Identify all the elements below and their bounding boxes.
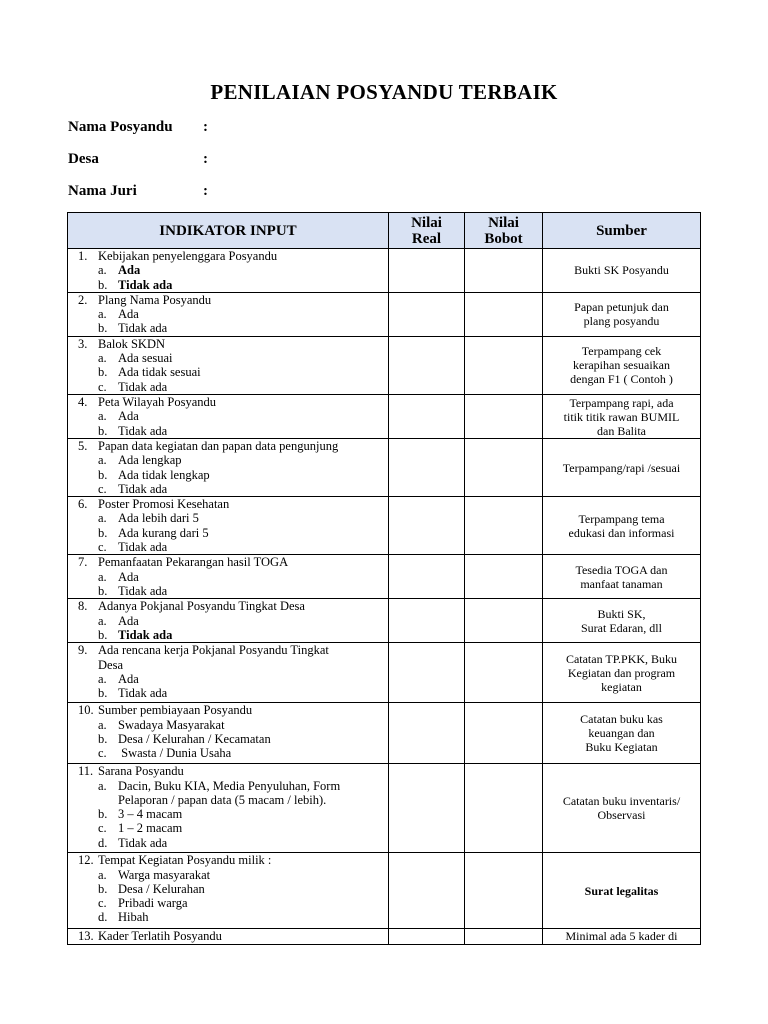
option-text: Ada — [118, 613, 139, 628]
indikator-cell — [68, 853, 389, 929]
question-text: Desa — [98, 657, 123, 672]
option-letter: a. — [98, 613, 107, 628]
header-line: Nilai — [488, 214, 519, 231]
meta-label: Nama Juri — [68, 183, 137, 199]
indikator-cell — [68, 292, 389, 336]
indikator-question — [78, 249, 384, 263]
option-item — [78, 351, 384, 365]
nilai-bobot-cell[interactable] — [465, 555, 543, 599]
table-header-row — [68, 213, 701, 249]
option-item — [78, 793, 384, 807]
option-letter: a. — [98, 263, 107, 278]
sumber-line: Minimal ada 5 kader di — [565, 929, 678, 944]
option-item — [78, 409, 384, 423]
option-letter: c. — [98, 821, 107, 836]
sumber-line: Observasi — [597, 808, 646, 823]
option-letter: a. — [98, 351, 107, 366]
meta-colon: : — [203, 183, 208, 199]
item-number: 6. — [78, 497, 88, 512]
meta-label: Nama Posyandu — [68, 119, 173, 135]
option-item — [78, 424, 384, 438]
nilai-real-cell[interactable] — [389, 438, 465, 496]
question-text: Pemanfaatan Pekarangan hasil TOGA — [98, 555, 289, 570]
option-item — [78, 732, 384, 746]
option-item — [78, 263, 384, 277]
header-nilai-bobot — [465, 213, 543, 249]
option-text: Tidak ada — [118, 321, 168, 336]
sumber-line: Terpampang rapi, ada — [569, 395, 674, 410]
option-letter: c. — [98, 746, 107, 761]
sumber-line: Terpampang/rapi /sesuai — [562, 460, 681, 475]
sumber-cell — [543, 555, 701, 599]
option-item — [78, 278, 384, 292]
option-text: Hibah — [118, 910, 149, 925]
item-number: 11. — [78, 764, 94, 779]
option-letter: a. — [98, 717, 107, 732]
option-item — [78, 882, 384, 896]
table-row — [68, 438, 701, 496]
meta-label: Desa — [68, 151, 99, 167]
option-item — [78, 321, 384, 335]
option-item — [78, 868, 384, 882]
option-item — [78, 836, 384, 850]
sumber-line: Terpampang cek — [581, 344, 662, 359]
table-row — [68, 292, 701, 336]
table-row — [68, 555, 701, 599]
meta-colon: : — [203, 151, 208, 167]
option-letter: d. — [98, 910, 108, 925]
meta-desa — [68, 151, 208, 168]
option-text: 3 – 4 macam — [118, 807, 183, 822]
option-item — [78, 365, 384, 379]
sumber-line: Catatan TP.PKK, Buku — [565, 651, 678, 666]
header-line: Bobot — [484, 230, 523, 247]
question-text: Sarana Posyandu — [98, 764, 184, 779]
option-item — [78, 540, 384, 554]
option-text: Ada lengkap — [118, 453, 182, 468]
nilai-real-cell[interactable] — [389, 929, 465, 945]
option-text: Warga masyarakat — [118, 867, 211, 882]
sumber-cell — [543, 929, 701, 945]
option-text: Tidak ada — [118, 379, 168, 394]
assessment-table — [67, 212, 701, 945]
table-body — [68, 249, 701, 945]
option-item — [78, 584, 384, 598]
indikator-cell — [68, 249, 389, 293]
sumber-line: Surat legalitas — [584, 883, 659, 898]
sumber-line: Papan petunjuk dan — [574, 300, 669, 315]
option-text: 1 – 2 macam — [118, 821, 183, 836]
option-text: Ada tidak lengkap — [118, 467, 210, 482]
nilai-bobot-cell[interactable] — [465, 643, 543, 703]
nilai-real-cell[interactable] — [389, 336, 465, 394]
sumber-line: kerapihan sesuaikan — [573, 358, 670, 373]
option-text: Desa / Kelurahan — [118, 881, 205, 896]
question-text: Ada rencana kerja Pokjanal Posyandu Tingkat — [98, 643, 329, 658]
sumber-line: keuangan dan — [588, 726, 655, 741]
table-row — [68, 249, 701, 293]
option-text: Ada tidak sesuai — [118, 365, 201, 380]
indikator-question — [78, 643, 384, 657]
option-item — [78, 672, 384, 686]
indikator-question — [78, 439, 384, 453]
indikator-cell — [68, 599, 389, 643]
header-sumber: Sumber — [543, 213, 701, 249]
option-item — [78, 307, 384, 321]
question-text: Balok SKDN — [98, 336, 166, 351]
option-text: Tidak ada — [118, 540, 168, 555]
option-text: Tidak ada — [118, 835, 168, 850]
indikator-question — [78, 599, 384, 613]
option-letter: b. — [98, 881, 108, 896]
nilai-bobot-cell[interactable] — [465, 438, 543, 496]
sumber-line: Buku Kegiatan — [585, 740, 658, 755]
meta-nama-juri — [68, 183, 208, 200]
item-number: 8. — [78, 599, 88, 614]
option-item — [78, 910, 384, 924]
table-row — [68, 336, 701, 394]
option-letter: c. — [98, 896, 107, 911]
indikator-cell — [68, 764, 389, 853]
header-indikator: INDIKATOR INPUT — [68, 213, 389, 249]
option-item — [78, 570, 384, 584]
sumber-line: edukasi dan informasi — [568, 525, 675, 540]
option-letter: c. — [98, 379, 107, 394]
option-letter: a. — [98, 778, 107, 793]
nilai-real-cell[interactable] — [389, 764, 465, 853]
option-letter: b. — [98, 686, 108, 701]
header-line: Nilai — [411, 214, 442, 231]
nilai-real-cell[interactable] — [389, 703, 465, 764]
sumber-cell — [543, 497, 701, 555]
sumber-line: Kegiatan dan program — [567, 665, 676, 680]
option-text: Pribadi warga — [118, 896, 188, 911]
option-item — [78, 614, 384, 628]
sumber-line: dan Balita — [597, 423, 646, 438]
page-title: PENILAIAN POSYANDU TERBAIK — [210, 80, 558, 104]
sumber-line: titik titik rawan BUMIL — [563, 409, 680, 424]
option-letter: a. — [98, 511, 107, 526]
sumber-line: dengan F1 ( Contoh ) — [570, 372, 673, 387]
nilai-bobot-cell[interactable] — [465, 929, 543, 945]
nilai-bobot-cell[interactable] — [465, 336, 543, 394]
option-letter: b. — [98, 731, 108, 746]
question-text: Sumber pembiayaan Posyandu — [98, 703, 253, 718]
indikator-question — [78, 337, 384, 351]
option-item — [78, 628, 384, 642]
sumber-line: Tesedia TOGA dan — [575, 562, 668, 577]
sumber-line: plang posyandu — [583, 314, 660, 329]
table-row — [68, 599, 701, 643]
option-letter: a. — [98, 409, 107, 424]
option-text: Dacin, Buku KIA, Media Penyuluhan, Form — [118, 778, 341, 793]
option-letter: b. — [98, 321, 108, 336]
sumber-line: Terpampang tema — [578, 511, 665, 526]
nilai-bobot-cell[interactable] — [465, 249, 543, 293]
option-text: Tidak ada — [118, 686, 168, 701]
table-row — [68, 703, 701, 764]
option-item — [78, 686, 384, 700]
option-text: Pelaporan / papan data (5 macam / lebih). — [118, 792, 327, 807]
option-item — [78, 380, 384, 394]
option-text: Tidak ada — [118, 583, 168, 598]
sumber-cell — [543, 395, 701, 439]
table-row — [68, 929, 701, 945]
option-letter: c. — [98, 481, 107, 496]
header-line: Real — [411, 230, 442, 247]
option-text: Ada — [118, 307, 139, 322]
header-nilai-real — [389, 213, 465, 249]
sumber-cell — [543, 599, 701, 643]
meta-nama-posyandu — [68, 119, 208, 136]
nilai-bobot-cell[interactable] — [465, 292, 543, 336]
option-text: Ada — [118, 263, 141, 278]
indikator-cell — [68, 555, 389, 599]
nilai-real-cell[interactable] — [389, 853, 465, 929]
option-item — [78, 511, 384, 525]
item-number: 13. — [78, 929, 94, 944]
indikator-cell — [68, 643, 389, 703]
sumber-line: kegiatan — [601, 679, 642, 694]
sumber-cell — [543, 853, 701, 929]
nilai-real-cell[interactable] — [389, 395, 465, 439]
sumber-line: Catatan buku inventaris/ — [562, 794, 681, 809]
option-letter: b. — [98, 627, 108, 642]
option-letter: d. — [98, 835, 108, 850]
item-number: 9. — [78, 643, 88, 658]
sumber-cell — [543, 703, 701, 764]
sumber-line: Bukti SK Posyandu — [574, 263, 669, 278]
sumber-cell — [543, 249, 701, 293]
table-row — [68, 497, 701, 555]
item-number: 2. — [78, 292, 88, 307]
indikator-question — [78, 853, 384, 867]
item-number: 12. — [78, 853, 94, 868]
nilai-real-cell[interactable] — [389, 249, 465, 293]
option-letter: b. — [98, 423, 108, 438]
option-text: Tidak ada — [118, 423, 168, 438]
option-text: Ada kurang dari 5 — [118, 525, 209, 540]
option-item — [78, 468, 384, 482]
indikator-question — [78, 395, 384, 409]
indikator-cell — [68, 703, 389, 764]
item-number: 10. — [78, 703, 94, 718]
sumber-cell — [543, 643, 701, 703]
nilai-real-cell[interactable] — [389, 292, 465, 336]
option-letter: b. — [98, 583, 108, 598]
option-letter: b. — [98, 525, 108, 540]
item-number: 7. — [78, 555, 88, 570]
option-text: Ada sesuai — [118, 351, 173, 366]
option-text: Swadaya Masyarakat — [118, 717, 225, 732]
question-text: Tempat Kegiatan Posyandu milik : — [98, 853, 272, 868]
item-number: 5. — [78, 438, 88, 453]
nilai-real-cell[interactable] — [389, 643, 465, 703]
option-letter: a. — [98, 307, 107, 322]
option-item — [78, 807, 384, 821]
nilai-bobot-cell[interactable] — [465, 703, 543, 764]
nilai-bobot-cell[interactable] — [465, 599, 543, 643]
indikator-cell — [68, 395, 389, 439]
sumber-line: Surat Edaran, dll — [581, 620, 662, 635]
option-item — [78, 718, 384, 732]
option-letter: b. — [98, 365, 108, 380]
sumber-line: manfaat tanaman — [580, 576, 663, 591]
option-letter: a. — [98, 671, 107, 686]
indikator-cell — [68, 497, 389, 555]
option-letter: c. — [98, 540, 107, 555]
nilai-bobot-cell[interactable] — [465, 853, 543, 929]
sumber-cell — [543, 336, 701, 394]
indikator-question — [78, 555, 384, 569]
option-text: Swasta / Dunia Usaha — [118, 746, 232, 761]
nilai-real-cell[interactable] — [389, 555, 465, 599]
option-letter: b. — [98, 277, 108, 292]
option-letter: a. — [98, 453, 107, 468]
indikator-cell — [68, 336, 389, 394]
question-text: Poster Promosi Kesehatan — [98, 497, 230, 512]
option-text: Desa / Kelurahan / Kecamatan — [118, 731, 271, 746]
indikator-question — [78, 293, 384, 307]
option-letter: a. — [98, 569, 107, 584]
sumber-cell — [543, 764, 701, 853]
table-row — [68, 643, 701, 703]
sumber-cell — [543, 292, 701, 336]
question-text: Adanya Pokjanal Posyandu Tingkat Desa — [98, 599, 305, 614]
meta-colon: : — [203, 119, 208, 135]
sumber-line: Catatan buku kas — [580, 712, 663, 727]
option-item — [78, 482, 384, 496]
indikator-question — [78, 497, 384, 511]
option-item — [78, 453, 384, 467]
option-text: Ada — [118, 671, 139, 686]
nilai-real-cell[interactable] — [389, 497, 465, 555]
sumber-cell — [543, 438, 701, 496]
indikator-question — [78, 658, 384, 672]
nilai-bobot-cell[interactable] — [465, 395, 543, 439]
table-row — [68, 764, 701, 853]
option-text: Tidak ada — [118, 277, 173, 292]
option-letter: b. — [98, 467, 108, 482]
option-item — [78, 746, 384, 760]
indikator-question — [78, 703, 384, 717]
question-text: Papan data kegiatan dan papan data pengunjung — [98, 438, 339, 453]
sumber-line: Bukti SK, — [597, 606, 646, 621]
option-letter: b. — [98, 807, 108, 822]
option-text: Tidak ada — [118, 481, 168, 496]
nilai-real-cell[interactable] — [389, 599, 465, 643]
option-item — [78, 821, 384, 835]
item-number: 3. — [78, 336, 88, 351]
table-row — [68, 395, 701, 439]
nilai-bobot-cell[interactable] — [465, 764, 543, 853]
option-text: Ada — [118, 409, 139, 424]
table-row — [68, 853, 701, 929]
option-text: Tidak ada — [118, 627, 173, 642]
question-text: Kebijakan penyelenggara Posyandu — [98, 249, 278, 263]
option-letter: a. — [98, 867, 107, 882]
question-text: Peta Wilayah Posyandu — [98, 395, 216, 410]
nilai-bobot-cell[interactable] — [465, 497, 543, 555]
option-text: Ada — [118, 569, 139, 584]
indikator-question — [78, 929, 384, 943]
question-text: Plang Nama Posyandu — [98, 292, 212, 307]
option-item — [78, 896, 384, 910]
item-number: 4. — [78, 395, 88, 410]
indikator-cell — [68, 929, 389, 945]
option-text: Ada lebih dari 5 — [118, 511, 199, 526]
option-item — [78, 526, 384, 540]
indikator-question — [78, 764, 384, 778]
option-item — [78, 779, 384, 793]
indikator-cell — [68, 438, 389, 496]
item-number: 1. — [78, 249, 88, 263]
question-text: Kader Terlatih Posyandu — [98, 929, 222, 944]
